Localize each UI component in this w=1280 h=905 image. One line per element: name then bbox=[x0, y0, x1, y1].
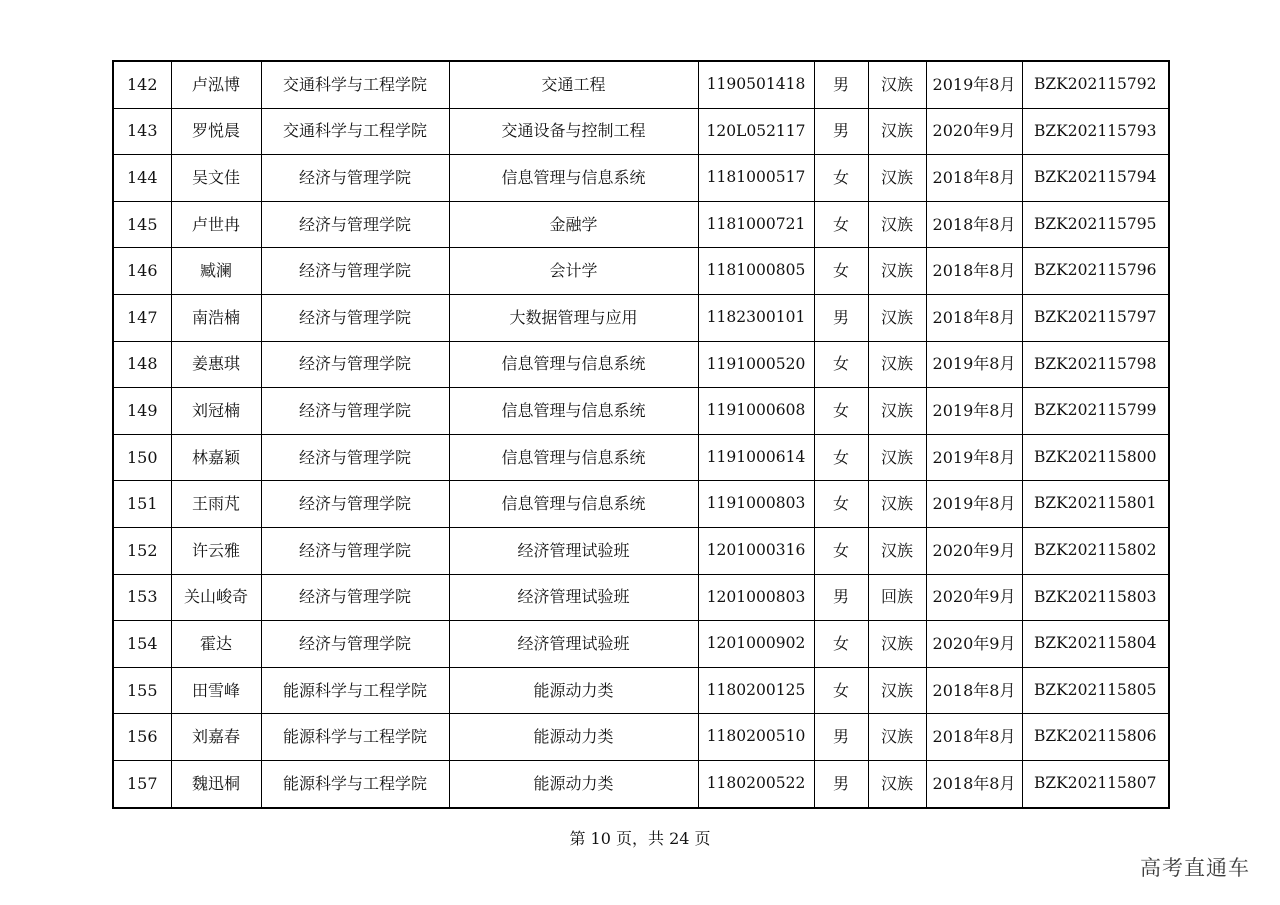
student-id-cell: 1191000614 bbox=[698, 434, 814, 481]
major-cell: 能源动力类 bbox=[449, 667, 698, 714]
college-cell: 交通科学与工程学院 bbox=[261, 108, 449, 155]
college-cell: 经济与管理学院 bbox=[261, 621, 449, 668]
student-name-cell: 刘冠楠 bbox=[171, 388, 261, 435]
major-cell: 经济管理试验班 bbox=[449, 574, 698, 621]
student-id-cell: 1191000803 bbox=[698, 481, 814, 528]
student-name-cell: 王雨芃 bbox=[171, 481, 261, 528]
major-cell: 能源动力类 bbox=[449, 714, 698, 761]
row-number-cell: 154 bbox=[113, 621, 171, 668]
gender-cell: 女 bbox=[814, 341, 868, 388]
table-row bbox=[113, 667, 1169, 714]
college-cell: 经济与管理学院 bbox=[261, 434, 449, 481]
row-number-cell: 151 bbox=[113, 481, 171, 528]
row-number-cell: 149 bbox=[113, 388, 171, 435]
major-cell: 信息管理与信息系统 bbox=[449, 481, 698, 528]
certificate-number-cell: BZK202115803 bbox=[1022, 574, 1169, 621]
ethnicity-cell: 回族 bbox=[868, 574, 926, 621]
student-name-cell: 魏迅桐 bbox=[171, 760, 261, 807]
certificate-number-cell: BZK202115802 bbox=[1022, 527, 1169, 574]
row-number-cell: 143 bbox=[113, 108, 171, 155]
table-row bbox=[113, 760, 1169, 807]
table-row bbox=[113, 621, 1169, 668]
student-name-cell: 刘嘉春 bbox=[171, 714, 261, 761]
enrollment-date-cell: 2019年8月 bbox=[926, 341, 1022, 388]
student-name-cell: 关山峻奇 bbox=[171, 574, 261, 621]
major-cell: 信息管理与信息系统 bbox=[449, 341, 698, 388]
certificate-number-cell: BZK202115807 bbox=[1022, 760, 1169, 807]
certificate-number-cell: BZK202115798 bbox=[1022, 341, 1169, 388]
table-row bbox=[113, 108, 1169, 155]
major-cell: 交通设备与控制工程 bbox=[449, 108, 698, 155]
college-cell: 经济与管理学院 bbox=[261, 527, 449, 574]
table-row bbox=[113, 248, 1169, 295]
student-id-cell: 1180200522 bbox=[698, 760, 814, 807]
student-id-cell: 1201000316 bbox=[698, 527, 814, 574]
college-cell: 经济与管理学院 bbox=[261, 341, 449, 388]
enrollment-date-cell: 2018年8月 bbox=[926, 714, 1022, 761]
watermark-logo-text: 高考直通车 bbox=[1140, 856, 1250, 880]
student-id-cell: 1201000803 bbox=[698, 574, 814, 621]
major-cell: 交通工程 bbox=[449, 61, 698, 108]
certificate-number-cell: BZK202115805 bbox=[1022, 667, 1169, 714]
certificate-number-cell: BZK202115794 bbox=[1022, 155, 1169, 202]
gender-cell: 男 bbox=[814, 294, 868, 341]
gender-cell: 男 bbox=[814, 574, 868, 621]
table-body bbox=[113, 61, 1169, 808]
table-row bbox=[113, 294, 1169, 341]
certificate-number-cell: BZK202115797 bbox=[1022, 294, 1169, 341]
certificate-number-cell: BZK202115793 bbox=[1022, 108, 1169, 155]
ethnicity-cell: 汉族 bbox=[868, 388, 926, 435]
enrollment-date-cell: 2018年8月 bbox=[926, 248, 1022, 295]
student-id-cell: 120L052117 bbox=[698, 108, 814, 155]
gender-cell: 男 bbox=[814, 61, 868, 108]
student-name-cell: 南浩楠 bbox=[171, 294, 261, 341]
table-row bbox=[113, 201, 1169, 248]
row-number-cell: 153 bbox=[113, 574, 171, 621]
table-row bbox=[113, 341, 1169, 388]
gender-cell: 男 bbox=[814, 108, 868, 155]
college-cell: 经济与管理学院 bbox=[261, 248, 449, 295]
ethnicity-cell: 汉族 bbox=[868, 108, 926, 155]
enrollment-date-cell: 2018年8月 bbox=[926, 294, 1022, 341]
student-name-cell: 吴文佳 bbox=[171, 155, 261, 202]
row-number-cell: 142 bbox=[113, 61, 171, 108]
certificate-number-cell: BZK202115804 bbox=[1022, 621, 1169, 668]
major-cell: 经济管理试验班 bbox=[449, 621, 698, 668]
table-row bbox=[113, 527, 1169, 574]
student-id-cell: 1191000520 bbox=[698, 341, 814, 388]
student-id-cell: 1191000608 bbox=[698, 388, 814, 435]
ethnicity-cell: 汉族 bbox=[868, 714, 926, 761]
gender-cell: 男 bbox=[814, 714, 868, 761]
certificate-number-cell: BZK202115806 bbox=[1022, 714, 1169, 761]
certificate-number-cell: BZK202115799 bbox=[1022, 388, 1169, 435]
ethnicity-cell: 汉族 bbox=[868, 155, 926, 202]
student-id-cell: 1180200510 bbox=[698, 714, 814, 761]
student-name-cell: 许云雅 bbox=[171, 527, 261, 574]
row-number-cell: 155 bbox=[113, 667, 171, 714]
row-number-cell: 157 bbox=[113, 760, 171, 807]
gender-cell: 女 bbox=[814, 201, 868, 248]
major-cell: 信息管理与信息系统 bbox=[449, 155, 698, 202]
college-cell: 经济与管理学院 bbox=[261, 481, 449, 528]
table-row bbox=[113, 434, 1169, 481]
table-row bbox=[113, 714, 1169, 761]
gender-cell: 男 bbox=[814, 760, 868, 807]
row-number-cell: 144 bbox=[113, 155, 171, 202]
enrollment-date-cell: 2018年8月 bbox=[926, 155, 1022, 202]
gender-cell: 女 bbox=[814, 248, 868, 295]
student-id-cell: 1181000517 bbox=[698, 155, 814, 202]
college-cell: 能源科学与工程学院 bbox=[261, 714, 449, 761]
certificate-number-cell: BZK202115801 bbox=[1022, 481, 1169, 528]
student-name-cell: 罗悦晨 bbox=[171, 108, 261, 155]
major-cell: 会计学 bbox=[449, 248, 698, 295]
student-name-cell: 姜惠琪 bbox=[171, 341, 261, 388]
gender-cell: 女 bbox=[814, 481, 868, 528]
student-name-cell: 臧澜 bbox=[171, 248, 261, 295]
major-cell: 金融学 bbox=[449, 201, 698, 248]
ethnicity-cell: 汉族 bbox=[868, 61, 926, 108]
college-cell: 经济与管理学院 bbox=[261, 155, 449, 202]
gender-cell: 女 bbox=[814, 621, 868, 668]
major-cell: 信息管理与信息系统 bbox=[449, 388, 698, 435]
certificate-number-cell: BZK202115800 bbox=[1022, 434, 1169, 481]
ethnicity-cell: 汉族 bbox=[868, 760, 926, 807]
gender-cell: 女 bbox=[814, 527, 868, 574]
student-id-cell: 1181000805 bbox=[698, 248, 814, 295]
row-number-cell: 152 bbox=[113, 527, 171, 574]
student-name-cell: 卢世冉 bbox=[171, 201, 261, 248]
row-number-cell: 145 bbox=[113, 201, 171, 248]
row-number-cell: 156 bbox=[113, 714, 171, 761]
gender-cell: 女 bbox=[814, 155, 868, 202]
student-id-cell: 1181000721 bbox=[698, 201, 814, 248]
college-cell: 经济与管理学院 bbox=[261, 574, 449, 621]
college-cell: 经济与管理学院 bbox=[261, 294, 449, 341]
ethnicity-cell: 汉族 bbox=[868, 481, 926, 528]
ethnicity-cell: 汉族 bbox=[868, 201, 926, 248]
table-row bbox=[113, 574, 1169, 621]
enrollment-date-cell: 2019年8月 bbox=[926, 481, 1022, 528]
major-cell: 大数据管理与应用 bbox=[449, 294, 698, 341]
student-name-cell: 林嘉颖 bbox=[171, 434, 261, 481]
college-cell: 交通科学与工程学院 bbox=[261, 61, 449, 108]
college-cell: 经济与管理学院 bbox=[261, 201, 449, 248]
table-row bbox=[113, 481, 1169, 528]
ethnicity-cell: 汉族 bbox=[868, 434, 926, 481]
enrollment-date-cell: 2018年8月 bbox=[926, 760, 1022, 807]
gender-cell: 女 bbox=[814, 388, 868, 435]
ethnicity-cell: 汉族 bbox=[868, 341, 926, 388]
college-cell: 能源科学与工程学院 bbox=[261, 667, 449, 714]
certificate-number-cell: BZK202115792 bbox=[1022, 61, 1169, 108]
ethnicity-cell: 汉族 bbox=[868, 527, 926, 574]
student-list-table bbox=[112, 60, 1170, 809]
page-number: 第 10 页，共 24 页 bbox=[569, 829, 711, 848]
enrollment-date-cell: 2019年8月 bbox=[926, 388, 1022, 435]
student-id-cell: 1190501418 bbox=[698, 61, 814, 108]
table-row bbox=[113, 61, 1169, 108]
enrollment-date-cell: 2019年8月 bbox=[926, 434, 1022, 481]
enrollment-date-cell: 2020年9月 bbox=[926, 621, 1022, 668]
college-cell: 能源科学与工程学院 bbox=[261, 760, 449, 807]
college-cell: 经济与管理学院 bbox=[261, 388, 449, 435]
row-number-cell: 146 bbox=[113, 248, 171, 295]
enrollment-date-cell: 2020年9月 bbox=[926, 574, 1022, 621]
table-row bbox=[113, 388, 1169, 435]
major-cell: 信息管理与信息系统 bbox=[449, 434, 698, 481]
major-cell: 能源动力类 bbox=[449, 760, 698, 807]
student-id-cell: 1201000902 bbox=[698, 621, 814, 668]
enrollment-date-cell: 2018年8月 bbox=[926, 201, 1022, 248]
row-number-cell: 150 bbox=[113, 434, 171, 481]
gender-cell: 女 bbox=[814, 667, 868, 714]
student-name-cell: 卢泓博 bbox=[171, 61, 261, 108]
enrollment-date-cell: 2018年8月 bbox=[926, 667, 1022, 714]
student-name-cell: 霍达 bbox=[171, 621, 261, 668]
row-number-cell: 148 bbox=[113, 341, 171, 388]
ethnicity-cell: 汉族 bbox=[868, 667, 926, 714]
student-id-cell: 1182300101 bbox=[698, 294, 814, 341]
ethnicity-cell: 汉族 bbox=[868, 621, 926, 668]
enrollment-date-cell: 2020年9月 bbox=[926, 108, 1022, 155]
enrollment-date-cell: 2019年8月 bbox=[926, 61, 1022, 108]
ethnicity-cell: 汉族 bbox=[868, 294, 926, 341]
enrollment-date-cell: 2020年9月 bbox=[926, 527, 1022, 574]
student-name-cell: 田雪峰 bbox=[171, 667, 261, 714]
table-row bbox=[113, 155, 1169, 202]
certificate-number-cell: BZK202115795 bbox=[1022, 201, 1169, 248]
certificate-number-cell: BZK202115796 bbox=[1022, 248, 1169, 295]
ethnicity-cell: 汉族 bbox=[868, 248, 926, 295]
row-number-cell: 147 bbox=[113, 294, 171, 341]
gender-cell: 女 bbox=[814, 434, 868, 481]
student-id-cell: 1180200125 bbox=[698, 667, 814, 714]
major-cell: 经济管理试验班 bbox=[449, 527, 698, 574]
